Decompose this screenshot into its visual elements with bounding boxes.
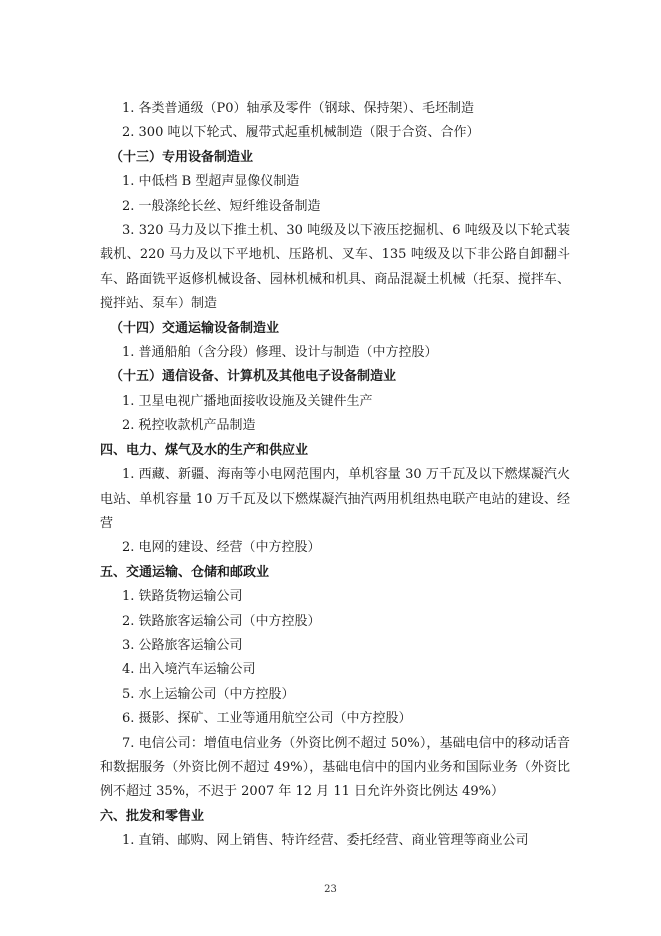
list-item: 1. 中低档 B 型超声显像仪制造 xyxy=(122,174,300,190)
subsection-heading: （十五）通信设备、计算机及其他电子设备制造业 xyxy=(110,369,397,385)
list-item: 2. 铁路旅客运输公司（中方控股） xyxy=(122,613,321,629)
list-item: 1. 西藏、新疆、海南等小电网范围内，单机容量 30 万千瓦及以下燃煤凝汽火电站、单机容量 10 万千瓦及以下燃煤凝汽抽汽两用机组热电联产电站的建设、经营 xyxy=(100,467,570,531)
list-item: 4. 出入境汽车运输公司 xyxy=(122,662,256,678)
list-item: 2. 300 吨以下轮式、履带式起重机械制造（限于合资、合作） xyxy=(122,125,480,141)
list-item: 3. 公路旅客运输公司 xyxy=(122,637,243,653)
list-item: 2. 一般涤纶长丝、短纤维设备制造 xyxy=(122,198,321,214)
section-heading: 四、电力、煤气及水的生产和供应业 xyxy=(100,442,309,458)
list-item: 2. 税控收款机产品制造 xyxy=(122,418,256,434)
list-item: 2. 电网的建设、经营（中方控股） xyxy=(122,540,321,556)
page-number: 23 xyxy=(324,884,337,895)
document-body xyxy=(100,97,570,854)
list-item: 7. 电信公司：增值电信业务（外资比例不超过 50%），基础电信中的移动话音和数据服务（外资比例不超过 49%），基础电信中的国内业务和国际业务（外资比例不超过 35%，不迟于 2007 年 12 月 11 日允许外资比例达 49%） xyxy=(100,735,570,800)
list-item: 1. 铁路货物运输公司 xyxy=(122,589,243,605)
list-item: 5. 水上运输公司（中方控股） xyxy=(122,686,295,702)
list-item: 1. 各类普通级（P0）轴承及零件（钢球、保持架）、毛坯制造 xyxy=(122,101,475,116)
list-item: 6. 摄影、探矿、工业等通用航空公司（中方控股） xyxy=(122,711,412,727)
list-item: 3. 320 马力及以下推土机、30 吨级及以下液压挖掘机、6 吨级及以下轮式装载机、220 马力及以下平地机、压路机、叉车、135 吨级及以下非公路自卸翻斗车、路面铣平返修机械设备、园林机械和机具、商品混凝土机械（托泵、搅拌车、搅拌站、泵车）制造 xyxy=(100,223,570,312)
section-heading: 五、交通运输、仓储和邮政业 xyxy=(100,564,270,580)
list-item: 1. 直销、邮购、网上销售、特许经营、委托经营、商业管理等商业公司 xyxy=(122,833,529,849)
list-item: 1. 卫星电视广播地面接收设施及关键件生产 xyxy=(122,393,373,409)
list-item: 1. 普通船舶（含分段）修理、设计与制造（中方控股） xyxy=(122,345,438,361)
subsection-heading: （十三）专用设备制造业 xyxy=(110,149,254,165)
section-heading: 六、批发和零售业 xyxy=(100,808,205,824)
subsection-heading: （十四）交通运输设备制造业 xyxy=(110,320,280,336)
